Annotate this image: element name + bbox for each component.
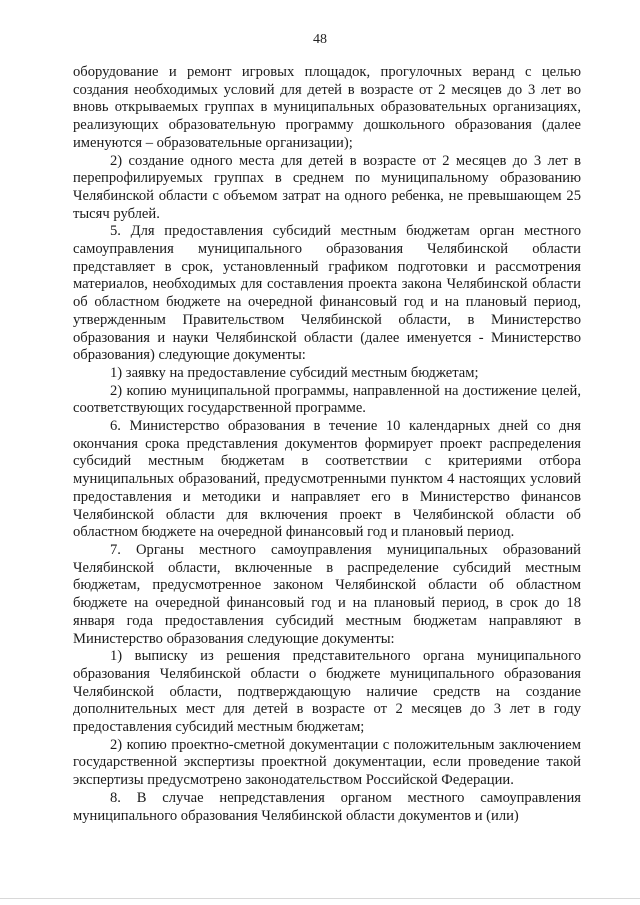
paragraph-1: оборудование и ремонт игровых площадок, прогулочных веранд с целью создания необходимых условий для детей в возрасте от 2 месяцев до 3 лет во вновь открываемых группах в муниципальных образовательных организациях, реализующих образовательную программу дошкольного образования (далее именуются – образовательные организации); xyxy=(73,64,581,151)
paragraph-4: 1) заявку на предоставление субсидий местным бюджетам; xyxy=(110,364,479,381)
paragraph-6: 6. Министерство образования в течение 10 календарных дней со дня окончания срока представления документов формирует проект распределения субсидий местным бюджетам в соответствии с критериями отбора муниципальных образований, предусмотренными пунктом 4 настоящих условий предоставления и методики и направляет его в Министерство финансов Челябинской области для включения проект в Челябинской области об областном бюджете на очередной финансовый год и плановый период. xyxy=(73,418,581,541)
paragraph-7: 7. Органы местного самоуправления муниципальных образований Челябинской области, включенные в распределение субсидий местным бюджетам, предусмотренное законом Челябинской области об областном бюджете на очередной финансовый год и на плановый период, в срок до 18 января года предоставления субсидий местным бюджетам направляют в Министерство образования следующие документы: xyxy=(73,541,581,647)
page-edge-divider xyxy=(0,898,640,899)
document-body xyxy=(73,64,581,825)
paragraph-5: 2) копию муниципальной программы, направленной на достижение целей, соответствующих государственной программе. xyxy=(73,382,581,417)
paragraph-9: 2) копию проектно-сметной документации с положительным заключением государственной экспертизы проектной документации, если проведение такой экспертизы предусмотрено законодательством Российской Федерации. xyxy=(73,736,581,789)
paragraph-2: 2) создание одного места для детей в возрасте от 2 месяцев до 3 лет в перепрофилируемых группах в среднем по муниципальному образованию Челябинской области с объемом затрат на одного ребенка, не превышающем 25 тысяч рублей. xyxy=(73,152,581,222)
paragraph-10: 8. В случае непредставления органом местного самоуправления муниципального образования Челябинской области документов и (или) xyxy=(73,789,581,824)
page-number: 48 xyxy=(313,32,327,47)
paragraph-3: 5. Для предоставления субсидий местным бюджетам орган местного самоуправления муниципального образования Челябинской области представляет в срок, установленный графиком подготовки и рассмотрения материалов, необходимых для составления проекта закона Челябинской области об областном бюджете на очередной финансовый год и на плановый период, утвержденным Правительством Челябинской области, в Министерство образования и науки Челябинской области (далее именуется - Министерство образования) следующие документы: xyxy=(73,223,581,364)
paragraph-8: 1) выписку из решения представительного органа муниципального образования Челябинской области о бюджете муниципального образования Челябинской области, подтверждающую наличие средств на создание дополнительных мест для детей в возрасте от 2 месяцев до 3 лет в году предоставления субсидий местным бюджетам; xyxy=(73,648,581,736)
